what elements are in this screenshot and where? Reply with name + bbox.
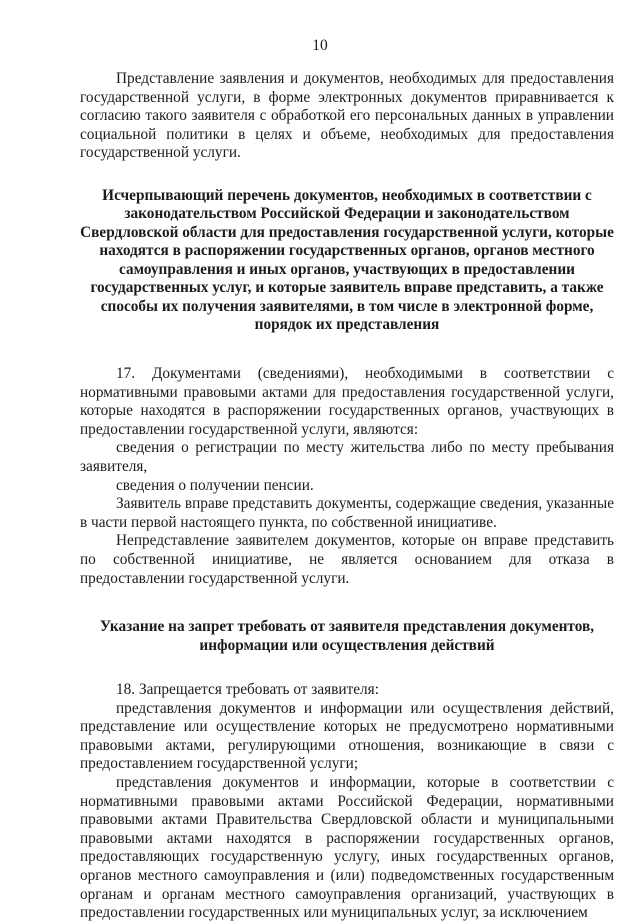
paragraph: Непредставление заявителем документов, которые он вправе представить по собственной инициативе, не является основанием для отказа в предоставлении государственной услуги. xyxy=(80,532,614,587)
section-heading-documents-list: Исчерпывающий перечень документов, необходимых в соответствии с законодательством Российской Федерации и законодательством Свердловской области для предоставления государственной услуги, которые находятся в распоряжении государственных органов, органов местного самоуправления и иных органов, участвующих в предоставлении государственных услуг, и которые заявитель вправе представить, а также способы их получения заявителями, в том числе в электронной форме, порядок их представления xyxy=(80,186,614,334)
page-number: 10 xyxy=(312,37,328,54)
list-item: сведения о регистрации по месту жительства либо по месту пребывания заявителя, xyxy=(80,439,614,475)
paragraph: Представление заявления и документов, необходимых для предоставления государственной услуги, в форме электронных документов приравнивается к согласию такого заявителя с обработкой его персональных данных в управлении социальной политики в целях и объеме, необходимых для предоставления государственной услуги. xyxy=(80,70,614,162)
list-item: представления документов и информации, которые в соответствии с нормативными правовыми актами Российской Федерации, нормативными правовыми актами Правительства Свердловской области и муниципальными правовыми актами находятся в распоряжении государственных органов, предоставляющих государственную услугу, иных государственных органов, органов местного самоуправления и (или) подведомственных государственным органам и органам местного самоуправления организаций, участвующих в предоставлении государственных или муниципальных услуг, за исключением xyxy=(80,774,614,922)
paragraph-17: 17. Документами (сведениями), необходимыми в соответствии с нормативными правовыми актами для предоставления государственной услуги, которые находятся в распоряжении государственных органов, участвующих в предоставлении государственной услуги, являются: xyxy=(80,364,614,438)
page-content xyxy=(80,70,614,923)
list-item: сведения о получении пенсии. xyxy=(116,476,314,494)
paragraph-18: 18. Запрещается требовать от заявителя: xyxy=(116,681,379,699)
list-item: представления документов и информации или осуществления действий, представление или осуществление которых не предусмотрено нормативными правовыми актами, регулирующими отношения, возникающие в связи с предоставлением государственной услуги; xyxy=(80,699,614,773)
section-heading-prohibition: Указание на запрет требовать от заявителя представления документов, информации или осуществления действий xyxy=(99,618,595,654)
paragraph: Заявитель вправе представить документы, содержащие сведения, указанные в части первой настоящего пункта, по собственной инициативе. xyxy=(80,495,614,531)
